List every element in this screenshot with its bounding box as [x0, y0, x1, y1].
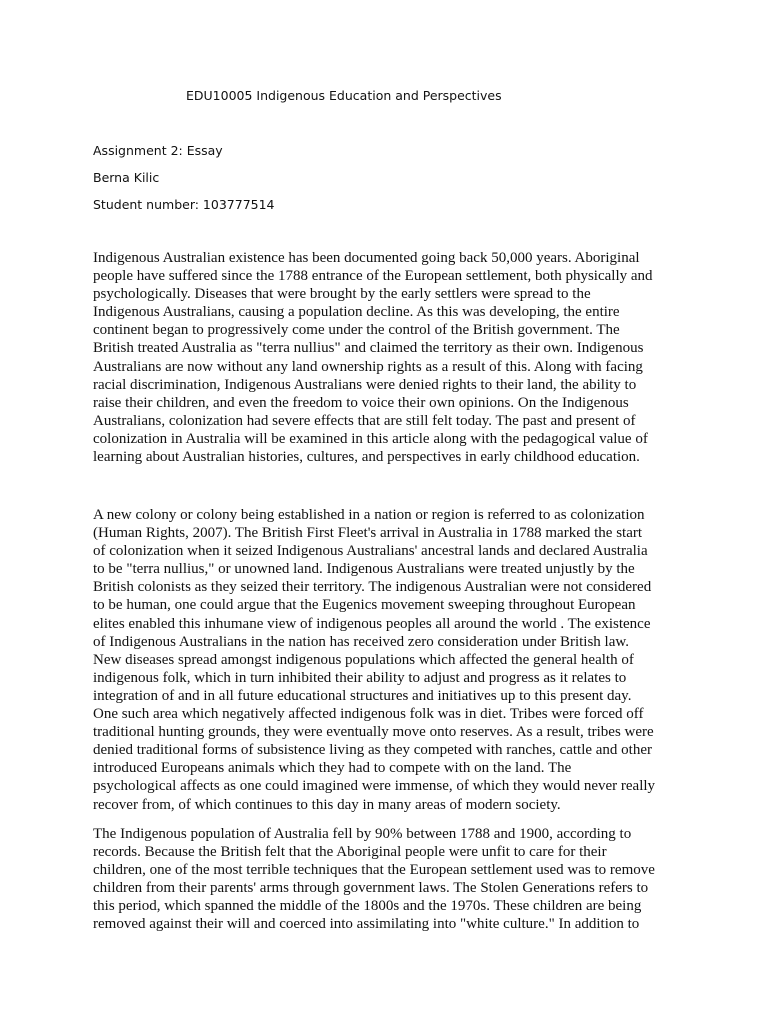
paragraph-2	[93, 506, 693, 814]
assignment-title: Assignment 2: Essay	[93, 143, 223, 158]
text-line: British treated Australia as "terra nullius" and claimed the territory as their own. Indigenous	[93, 340, 644, 357]
text-line: psychologically. Diseases that were brought by the early settlers were spread to the	[93, 286, 591, 303]
text-line: One such area which negatively affected indigenous folk was in diet. Tribes were forced off	[93, 706, 644, 723]
text-line: British colonists as they seized their territory. The indigenous Australian were not considered	[93, 579, 652, 596]
text-line: denied traditional forms of subsistence living as they competed with ranches, cattle and other	[93, 742, 652, 759]
text-line: removed against their will and coerced into assimilating into "white culture." In addition to	[93, 916, 640, 933]
text-line: learning about Australian histories, cultures, and perspectives in early childhood education.	[93, 449, 640, 466]
text-line: traditional hunting grounds, they were eventually move onto reserves. As a result, tribes were	[93, 724, 654, 741]
text-line: racial discrimination, Indigenous Australians were denied rights to their land, the ability to	[93, 376, 637, 393]
text-line: children, one of the most terrible techniques that the European settlement used was to remove	[93, 862, 655, 879]
text-line: The Indigenous population of Australia fell by 90% between 1788 and 1900, according to	[93, 826, 632, 842]
text-line: colonization in Australia will be examined in this article along with the pedagogical value of	[93, 430, 648, 447]
text-line: (Human Rights, 2007). The British First Fleet's arrival in Australia in 1788 marked the start	[93, 525, 643, 542]
text-line: introduced Europeans animals which they had to compete with on the land. The	[93, 760, 572, 777]
text-line: records. Because the British felt that the Aboriginal people were unfit to care for their	[93, 844, 607, 861]
student-number: Student number: 103777514	[93, 197, 275, 212]
text-line: New diseases spread amongst indigenous populations which affected the general health of	[93, 651, 634, 668]
text-line: to be "terra nullius," or unowned land. Indigenous Australians were treated unjustly by the	[93, 561, 635, 578]
paragraph-3	[93, 825, 693, 934]
text-line: integration of and in all future educational structures and initiatives up to this present day.	[93, 687, 632, 704]
text-line: of colonization when it seized Indigenous Australians' ancestral lands and declared Australia	[93, 543, 648, 560]
text-line: children from their parents' arms through government laws. The Stolen Generations refers to	[93, 880, 649, 897]
author-name: Berna Kilic	[93, 170, 160, 185]
text-line: continent began to progressively come under the control of the British government. The	[93, 322, 620, 339]
text-line: A new colony or colony being established in a nation or region is referred to as colonization	[93, 507, 645, 523]
course-title: EDU10005 Indigenous Education and Perspectives	[186, 88, 502, 103]
text-line: Indigenous Australians, causing a population decline. As this was developing, the entire	[93, 304, 620, 321]
text-line: Indigenous Australian existence has been documented going back 50,000 years. Aboriginal	[93, 250, 640, 266]
text-line: this period, which spanned the middle of the 1800s and the 1970s. These children are being	[93, 898, 642, 915]
text-line: psychological affects as one could imagined were immense, of which they would never really	[93, 778, 656, 795]
text-line: Australians, colonization had severe effects that are still felt today. The past and present of	[93, 412, 636, 429]
text-line: indigenous folk, which in turn inhibited their ability to adjust and progress as it relates to	[93, 669, 627, 686]
text-line: Australians are now without any land ownership rights as a result of this. Along with facing	[93, 358, 643, 375]
text-line: recover from, of which continues to this day in many areas of modern society.	[93, 796, 561, 813]
text-line: of Indigenous Australians in the nation has received zero consideration under British law.	[93, 633, 629, 650]
text-line: elites enabled this inhumane view of indigenous peoples all around the world . The existence	[93, 615, 651, 632]
paragraph-1	[93, 249, 693, 466]
text-line: to be human, one could argue that the Eugenics movement sweeping throughout European	[93, 597, 636, 614]
text-line: people have suffered since the 1788 entrance of the European settlement, both physically and	[93, 268, 653, 285]
text-line: raise their children, and even the freedom to voice their own opinions. On the Indigenous	[93, 394, 629, 411]
